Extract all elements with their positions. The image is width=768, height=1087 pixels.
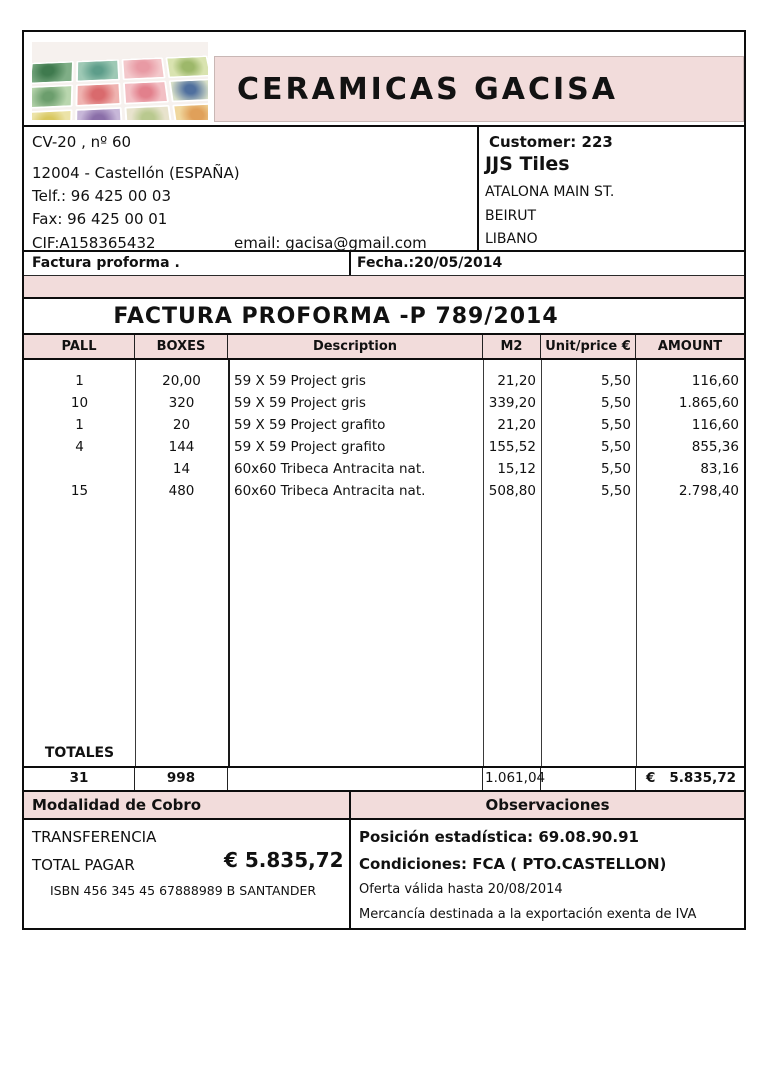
footer-body bbox=[24, 820, 744, 928]
observations-section bbox=[349, 820, 744, 928]
info-section bbox=[24, 125, 744, 250]
payment-method-header: Modalidad de Cobro bbox=[32, 796, 202, 814]
document-title: FACTURA PROFORMA -P 789/2014 bbox=[113, 303, 559, 329]
ceramic-tile bbox=[124, 105, 173, 120]
table-cell: 5,50 bbox=[600, 483, 631, 499]
offer-validity: Oferta válida hasta 20/08/2014 bbox=[359, 882, 563, 897]
conditions: Condiciones: FCA ( PTO.CASTELLON) bbox=[359, 855, 667, 873]
currency-symbol: € bbox=[646, 770, 656, 786]
company-fax: Fax: 96 425 00 01 bbox=[32, 210, 168, 228]
payment-section bbox=[24, 820, 349, 928]
total-unit-empty bbox=[541, 768, 636, 790]
table-cell: 5,50 bbox=[600, 395, 631, 411]
table-cell: 1 bbox=[75, 373, 84, 389]
total-pagar-label: TOTAL PAGAR bbox=[32, 856, 135, 874]
statistical-position: Posición estadística: 69.08.90.91 bbox=[359, 828, 639, 846]
table-cell: 59 X 59 Project gris bbox=[234, 373, 366, 389]
export-note: Mercancía destinada a la exportación exenta de IVA bbox=[359, 907, 697, 922]
payment-method: TRANSFERENCIA bbox=[32, 828, 157, 846]
table-cell: 5,50 bbox=[600, 439, 631, 455]
company-city-line: 12004 - Castellón (ESPAÑA) bbox=[32, 164, 240, 182]
company-name-banner bbox=[214, 56, 744, 122]
table-cell: 155,52 bbox=[488, 439, 536, 455]
table-row bbox=[24, 414, 744, 436]
doc-type-label: Factura proforma . bbox=[32, 255, 180, 271]
table-cell: 144 bbox=[168, 439, 195, 455]
total-amount bbox=[636, 768, 744, 790]
column-header-amount: AMOUNT bbox=[657, 339, 723, 354]
bank-account: ISBN 456 345 45 67888989 B SANTANDER bbox=[50, 883, 317, 898]
total-pall: 31 bbox=[24, 768, 135, 790]
table-cell: 10 bbox=[70, 395, 89, 411]
table-row bbox=[24, 436, 744, 458]
invoice-table-body bbox=[24, 360, 744, 766]
ceramic-tile bbox=[76, 59, 120, 82]
table-cell: 20 bbox=[172, 417, 191, 433]
ceramic-tile bbox=[121, 57, 166, 79]
title-row bbox=[24, 297, 744, 333]
customer-city: BEIRUT bbox=[485, 208, 537, 224]
ceramic-tile bbox=[75, 82, 121, 107]
table-row bbox=[24, 458, 744, 480]
table-cell: 60x60 Tribeca Antracita nat. bbox=[234, 461, 426, 477]
table-cell bbox=[24, 458, 135, 480]
table-cell: 21,20 bbox=[497, 373, 536, 389]
table-cell: 21,20 bbox=[497, 417, 536, 433]
footer-header-row bbox=[24, 790, 744, 820]
customer-country: LIBANO bbox=[485, 231, 538, 247]
total-description-empty bbox=[228, 768, 483, 790]
table-cell: 15,12 bbox=[497, 461, 536, 477]
table-row bbox=[24, 392, 744, 414]
customer-name: JJS Tiles bbox=[485, 153, 570, 175]
company-logo bbox=[32, 42, 208, 120]
table-cell: 508,80 bbox=[488, 483, 536, 499]
separator-band bbox=[24, 275, 744, 297]
doc-type-row bbox=[24, 250, 744, 275]
ceramic-tile bbox=[32, 84, 73, 109]
table-row bbox=[24, 480, 744, 502]
table-cell: 2.798,40 bbox=[678, 483, 739, 499]
customer-section bbox=[477, 127, 744, 252]
table-cell: 339,20 bbox=[488, 395, 536, 411]
invoice-document bbox=[22, 30, 746, 930]
column-header-unit-price: Unit/price € bbox=[541, 335, 636, 358]
company-address-line: CV-20 , nº 60 bbox=[32, 133, 132, 151]
observations-header: Observaciones bbox=[349, 792, 744, 818]
ceramic-tile bbox=[172, 103, 208, 120]
table-cell: 15 bbox=[70, 483, 89, 499]
table-cell: 5,50 bbox=[600, 417, 631, 433]
column-header-description: Description bbox=[228, 335, 483, 358]
table-cell: 60x60 Tribeca Antracita nat. bbox=[234, 483, 426, 499]
ceramic-tile bbox=[169, 78, 208, 102]
table-cell: 59 X 59 Project grafito bbox=[234, 417, 386, 433]
customer-address: ATALONA MAIN ST. bbox=[485, 184, 615, 200]
table-cell: 855,36 bbox=[691, 439, 739, 455]
total-m2: 1.061,04 bbox=[483, 768, 541, 790]
ceramic-tiles-photo bbox=[32, 56, 208, 120]
totales-label: TOTALES bbox=[44, 745, 115, 761]
table-cell: 1 bbox=[75, 417, 84, 433]
table-row bbox=[24, 370, 744, 392]
ceramic-tile bbox=[75, 107, 123, 120]
ceramic-tile bbox=[122, 80, 169, 104]
doc-date: Fecha.:20/05/2014 bbox=[349, 252, 744, 275]
total-boxes: 998 bbox=[135, 768, 228, 790]
document-header bbox=[24, 32, 744, 125]
table-cell: 116,60 bbox=[691, 417, 739, 433]
ceramic-tile bbox=[166, 56, 208, 78]
table-cell: 59 X 59 Project grafito bbox=[234, 439, 386, 455]
table-cell: 5,50 bbox=[600, 373, 631, 389]
table-cell: 4 bbox=[75, 439, 84, 455]
table-header-row bbox=[24, 333, 744, 360]
table-cell: 83,16 bbox=[700, 461, 739, 477]
company-cif: CIF:A158365432 bbox=[32, 234, 156, 252]
table-cell: 1.865,60 bbox=[678, 395, 739, 411]
table-cell: 14 bbox=[172, 461, 191, 477]
total-amount-value: 5.835,72 bbox=[669, 770, 736, 786]
customer-number: Customer: 223 bbox=[489, 133, 613, 151]
company-phone: Telf.: 96 425 00 03 bbox=[32, 187, 171, 205]
table-cell: 59 X 59 Project gris bbox=[234, 395, 366, 411]
company-name: CERAMICAS GACISA bbox=[237, 71, 618, 107]
table-cell: 320 bbox=[168, 395, 195, 411]
table-cell: 20,00 bbox=[162, 373, 201, 389]
table-cell: 5,50 bbox=[600, 461, 631, 477]
ceramic-tile bbox=[32, 61, 74, 84]
column-header-boxes: BOXES bbox=[135, 335, 228, 358]
column-header-pall: PALL bbox=[24, 335, 135, 358]
company-email: email: gacisa@gmail.com bbox=[234, 234, 427, 252]
column-header-m2: M2 bbox=[483, 335, 541, 358]
ceramic-tile bbox=[32, 110, 72, 120]
totals-row bbox=[24, 766, 744, 790]
total-pagar-value: € 5.835,72 bbox=[224, 848, 344, 872]
table-cell: 116,60 bbox=[691, 373, 739, 389]
table-rows-container bbox=[24, 370, 744, 502]
table-cell: 480 bbox=[168, 483, 195, 499]
